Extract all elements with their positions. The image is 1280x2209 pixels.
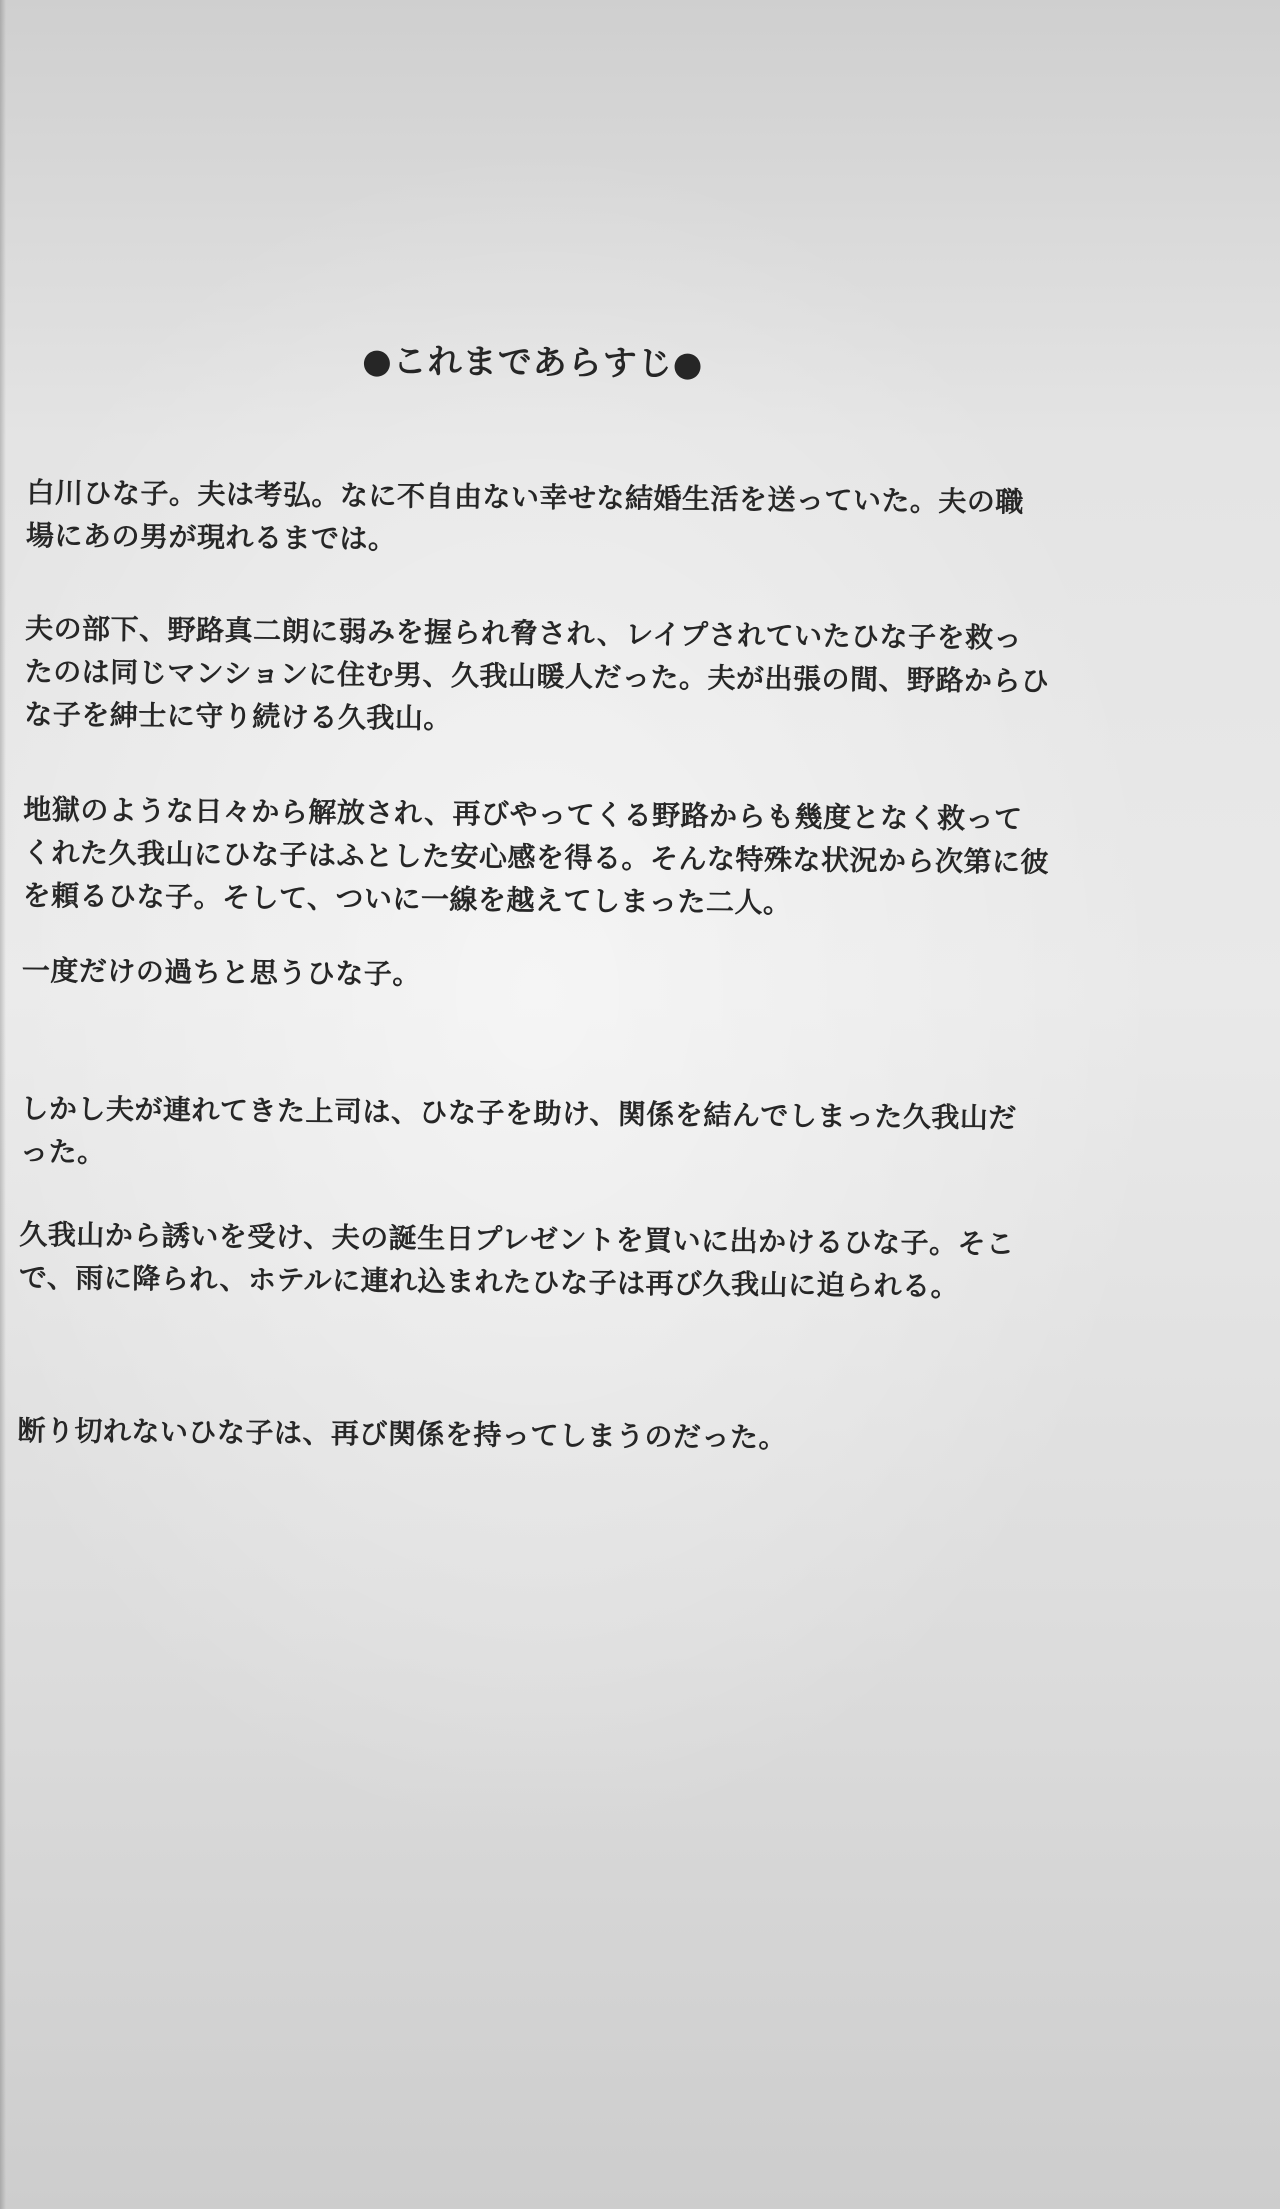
synopsis-text-block <box>17 330 1118 1462</box>
synopsis-paragraph-4: 一度だけの過ちと思うひな子。 <box>21 953 422 991</box>
synopsis-paragraph-6: 久我山から誘いを受け、夫の誕生日プレゼントを買いに出かけるひな子。そこ で、雨に降られ、ホテルに連れ込まれたひな子は再び久我山に迫られる。 <box>18 1217 1015 1303</box>
synopsis-paragraph-2: 夫の部下、野路真二朗に弱みを握られ脅され、レイプされていたひな子を救っ たのは同じマンションに住む男、久我山暖人だった。夫が出張の間、野路からひ な子を紳士に守り続ける久我山。 <box>24 611 1050 736</box>
synopsis-paragraph-3: 地獄のような日々から解放され、再びやってくる野路からも幾度となく救って くれた久我山にひな子はふとした安心感を得る。そんな特殊な状況から次第に彼 を頼るひな子。そして、ついに一線を越えてしまった二人。 <box>22 792 1050 920</box>
synopsis-paragraph-7: 断り切れないひな子は、再び関係を持ってしまうのだった。 <box>17 1413 788 1455</box>
synopsis-paragraph-5: しかし夫が連れてきた上司は、ひな子を助け、関係を結んでしまった久我山だ った。 <box>19 1091 1018 1169</box>
synopsis-heading: ●これまであらすじ● <box>361 341 704 385</box>
synopsis-paragraph-1: 白川ひな子。夫は考弘。なに不自由ない幸せな結婚生活を送っていた。夫の職 場にあの男が現れるまでは。 <box>25 475 1025 556</box>
